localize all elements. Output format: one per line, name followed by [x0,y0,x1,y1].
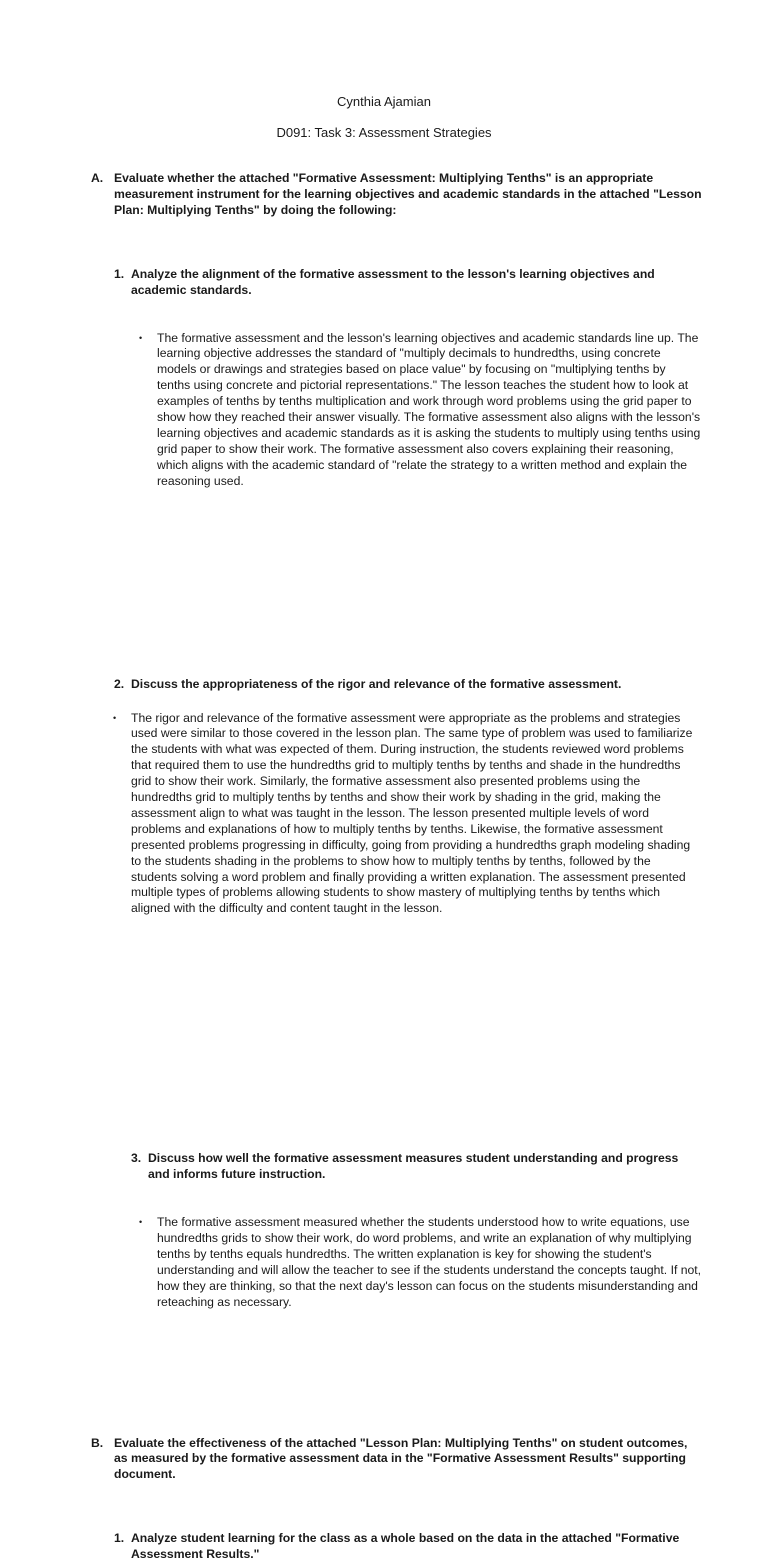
bullet-icon: • [139,1217,143,1228]
answer-a2 [110,711,696,918]
question-b1-text: Analyze student learning for the class as a whole based on the data in the attached "Formative Assessment Results." [131,1531,680,1562]
section-b-text: Evaluate the effectiveness of the attached "Lesson Plan: Multiplying Tenths" on student outcomes, as measured by the formative assessment data in the "Formative Assessment Results" supporting document. [114,1435,688,1482]
question-a3-number: 3. [131,1151,142,1166]
answer-a1-text: The formative assessment and the lesson's learning objectives and academic standards line up. The learning objective addresses the standard of "multiply decimals to hundredths, using concrete models or drawings and strategies based on place value" by focusing on "multiplying tenths by tenths using concrete and pictorial representations." The lesson teaches the student how to look at examples of tenths by tenths multiplication and work through word problems using the grid paper to show how they reached their answer visually. The formative assessment also aligns with the lesson's learning objectives and academic standards as it is asking the students to multiply using tenths using grid paper to show their work. The formative assessment also covers explaining their reasoning, which aligns with the academic standard of "relate the strategy to a written method and explain the reasoning used. [157,330,701,488]
answer-a2-text: The rigor and relevance of the formative assessment were appropriate as the problems and strategies used were similar to those covered in the lesson plan. The same type of problem was used to familiarize the students with what was expected of them. During instruction, the students reviewed word problems that required them to use the hundredths grid to multiply tenths by tenths and shade in the hundredths grid to show their work. Similarly, the formative assessment also presented problems using the hundredths grid to multiply tenths by tenths and show their work by shading in the grid, making the assessment align to what was taught in the lesson. The lesson presented multiple levels of word problems and explanations of how to multiply tenths by tenths. Likewise, the formative assessment presented problems progressing in difficulty, going from providing a hundredths graph modeling shading to the students shading in the problems to show how to multiply tenths by tenths, followed by the students solving a word problem and finally providing a written explanation. The assessment presented multiple types of problems allowing students to show mastery of multiplying tenths by tenths which aligned with the difficulty and content taught in the lesson. [131,710,693,916]
question-a3 [131,1151,693,1183]
question-a1-number: 1. [114,266,125,281]
question-b1 [114,1531,691,1563]
document-title: D091: Task 3: Assessment Strategies [276,125,492,140]
section-a-text: Evaluate whether the attached "Formative Assessment: Multiplying Tenths" is an appropriate measurement instrument for the learning objectives and academic standards in the attached "Lesson Plan: Multiplying Tenths" by doing the following: [114,171,702,217]
question-a2-number: 2. [114,676,125,691]
question-a3-text: Discuss how well the formative assessment measures student understanding and progress and informs future instruction. [148,1151,679,1182]
section-b-letter: B. [91,1435,104,1450]
answer-a3-text: The formative assessment measured whether the students understood how to write equations, use hundredths grids to show their work, do word problems, and write an explanation of why multiplying tenths by tenths equals hundredths. The written explanation is key for showing the student's understanding and will allow the teacher to see if the students understand the concepts taught. If not, how they are thinking, so that the next day's lesson can focus on the students misunderstanding and reteaching as necessary. [157,1215,702,1309]
section-a-heading [91,171,714,219]
question-b1-number: 1. [114,1531,125,1546]
bullet-icon: • [113,712,117,723]
bullet-icon: • [139,332,143,343]
question-a1 [114,267,706,299]
answer-a1 [136,331,702,490]
section-a-letter: A. [91,171,104,185]
author-name: Cynthia Ajamian [337,94,431,109]
answer-a3 [136,1215,702,1310]
section-b-heading [91,1436,704,1484]
question-a2-text: Discuss the appropriateness of the rigor and relevance of the formative assessment. [131,676,622,691]
question-a2 [114,677,706,693]
question-a1-text: Analyze the alignment of the formative assessment to the lesson's learning objectives and academic standards. [131,266,655,297]
